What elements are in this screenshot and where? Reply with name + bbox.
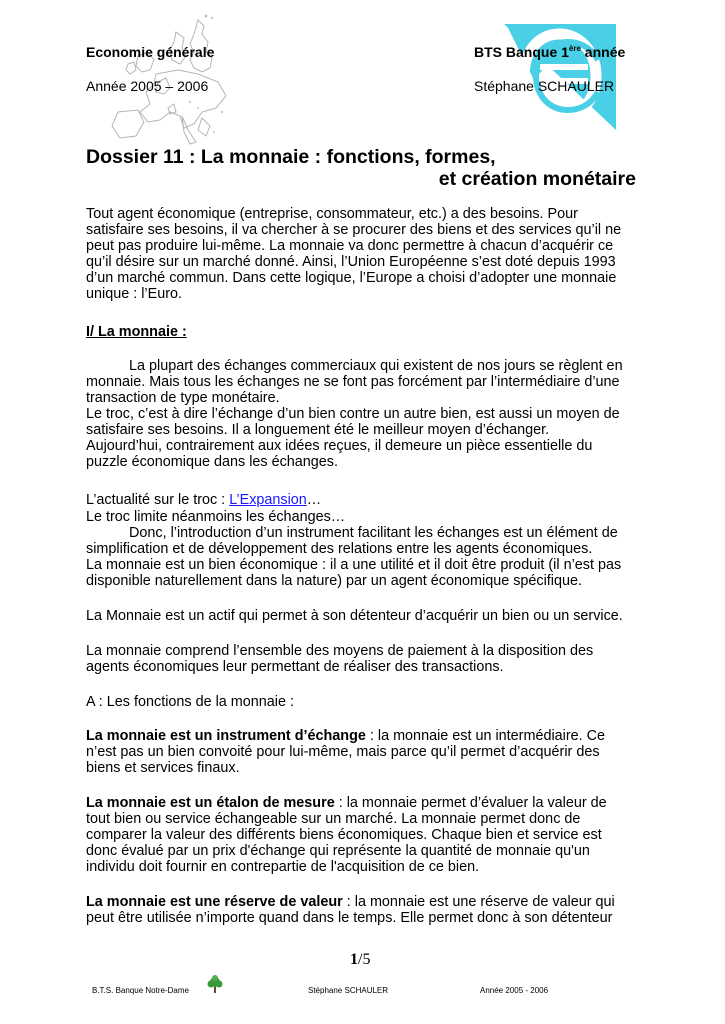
dossier-title-line1: Dossier 11 : La monnaie : fonctions, formes, xyxy=(86,146,496,168)
text-line: La monnaie comprend l’ensemble des moyens de paiement à la disposition des xyxy=(86,643,594,659)
lexpansion-link[interactable]: L’Expansion xyxy=(229,492,307,508)
asset-definition: La Monnaie est un actif qui permet à son détenteur d’acquérir un bien ou un service. xyxy=(86,608,623,624)
text-line: monnaie. Mais tous les échanges ne se font pas forcément par l’intermédiaire d’une xyxy=(86,374,620,390)
text-line: tout bien ou service échangeable sur un marché. La monnaie permet donc de xyxy=(86,811,581,827)
exchanges-paragraph xyxy=(86,358,646,470)
text-line: biens et services finaux. xyxy=(86,760,240,776)
text-line: … xyxy=(306,492,322,508)
text-line: Aujourd’hui, contrairement aux idées reçues, il demeure un pièce essentielle du xyxy=(86,438,593,454)
intro-paragraph xyxy=(86,206,646,302)
text-line: disponible naturellement dans la nature) par un agent économique spécifique. xyxy=(86,573,583,589)
barter-news-line xyxy=(86,492,646,508)
author-name: Stéphane SCHAULER xyxy=(474,78,615,94)
subsection-heading: A : Les fonctions de la monnaie : xyxy=(86,694,294,710)
text-line: simplification et de développement des relations entre les agents économiques. xyxy=(86,541,593,557)
text-line: Donc, l’introduction d’un instrument facilitant les échanges est un élément de xyxy=(129,525,618,541)
exchange-function-paragraph xyxy=(86,728,646,776)
class-name: BTS Banque 1ère année xyxy=(474,44,626,60)
dossier-title-line2: et création monétaire xyxy=(438,168,636,190)
text-line: puzzle économique dans les échanges. xyxy=(86,454,339,470)
payment-means-paragraph xyxy=(86,643,646,675)
text-line: unique : l’Euro. xyxy=(86,286,182,302)
text-line: peut pas produire lui-même. La monnaie va donc permettre à chacun d’acquérir ce xyxy=(86,238,614,254)
page-number: 1/5 xyxy=(350,951,371,968)
text-line: n’est pas un bien convoité pour lui-même, mais parce qu’il permet d’acquérir des xyxy=(86,744,600,760)
text-line: La plupart des échanges commerciaux qui existent de nos jours se règlent en xyxy=(129,358,623,374)
text-line: La monnaie est un instrument d’échange : la monnaie est un intermédiaire. Ce xyxy=(86,728,606,744)
text-line: agents économiques leur permettant de réaliser des transactions. xyxy=(86,659,504,675)
tree-icon xyxy=(205,974,225,994)
text-line: satisfaire ses besoins. Il a longuement été le meilleur moyen d’échanger. xyxy=(86,422,550,438)
text-line: donc évalué par un prix d'échange qui représente la quantité de monnaie qu'un xyxy=(86,843,590,859)
text-line: comparer la valeur des différents biens économiques. Chaque bien et service est xyxy=(86,827,602,843)
text-line: qu’il désire sur un marché donné. Ainsi, l’Union Européenne s’est doté depuis 1993 xyxy=(86,254,616,270)
text-line: La monnaie est un étalon de mesure : la monnaie permet d’évaluer la valeur de xyxy=(86,795,607,811)
course-title: Economie générale xyxy=(86,44,215,60)
text-line: peut être utilisée n’importe quand dans le temps. Elle permet donc à son détenteur xyxy=(86,910,613,926)
text-line: Tout agent économique (entreprise, consommateur, etc.) a des besoins. Pour xyxy=(86,206,578,222)
text-line: d’un marché commun. Dans cette logique, l’Europe a choisi d’adopter une monnaie xyxy=(86,270,617,286)
footer-year: Année 2005 - 2006 xyxy=(480,986,549,995)
school-year: Année 2005 – 2006 xyxy=(86,78,209,94)
section-heading: I/ La monnaie : xyxy=(86,324,187,340)
measure-function-paragraph xyxy=(86,795,646,875)
text-line: Le troc, c’est à dire l’échange d’un bien contre un autre bien, est aussi un moyen de xyxy=(86,406,620,422)
text-line: Le troc limite néanmoins les échanges… xyxy=(86,509,346,525)
euro-logo xyxy=(486,20,621,132)
text-line: individu doit fournir en contrepartie de l'acquisition de ce bien. xyxy=(86,859,480,875)
text-line: La monnaie est un bien économique : il a une utilité et il doit être produit (il n’est pas xyxy=(86,557,622,573)
footer-school: B.T.S. Banque Notre-Dame xyxy=(92,986,189,995)
text-line: transaction de type monétaire. xyxy=(86,390,280,406)
barter-paragraph xyxy=(86,509,646,589)
store-of-value-paragraph xyxy=(86,894,646,926)
text-line: satisfaire ses besoins, il va chercher à se procurer des biens et des services qu’il ne xyxy=(86,222,622,238)
footer-author: Stéphane SCHAULER xyxy=(308,986,389,995)
text-line: La monnaie est une réserve de valeur : la monnaie est une réserve de valeur qui xyxy=(86,894,615,910)
text-line: L’actualité sur le troc : xyxy=(86,492,230,508)
